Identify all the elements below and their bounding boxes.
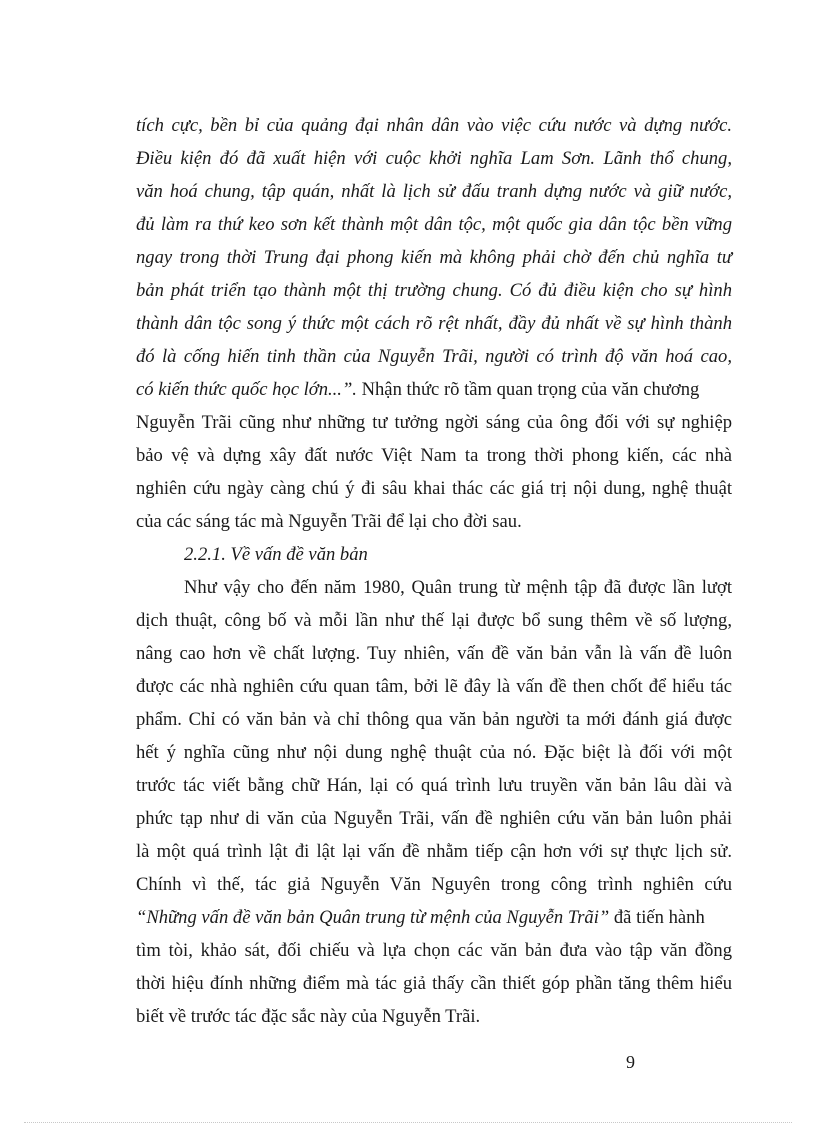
text-line-17: nâng cao hơn về chất lượng. Tuy nhiên, vấn đề văn bản vẫn là vấn đề luôn: [136, 643, 732, 664]
text-line-3: văn hoá chung, tập quán, nhất là lịch sử đấu tranh dựng nước và giữ nước,: [136, 181, 732, 202]
cited-work-title: “Những vấn đề văn bản Quân trung từ mệnh của Nguyễn Trãi”: [136, 907, 610, 928]
text-line-26: tìm tòi, khảo sát, đối chiếu và lựa chọn các văn bản đưa vào tập văn đồng: [136, 940, 732, 961]
text-line-20: hết ý nghĩa cũng như nội dung nghệ thuật của nó. Đặc biệt là đối với một: [136, 742, 732, 763]
text-line-23: là một quá trình lật đi lật lại vấn đề nhằm tiếp cận hơn với sự thực lịch sử.: [136, 841, 732, 862]
text-line-7: thành dân tộc song ý thức một cách rõ rệt nhất, đầy đủ nhất về sự hình thành: [136, 313, 732, 334]
text-line-21: trước tác viết bằng chữ Hán, lại có quá trình lưu truyền văn bản lâu dài và: [136, 775, 732, 796]
sentence-start: Nhận thức rõ tầm quan trọng của văn chương: [356, 379, 700, 400]
text-line-4: đủ làm ra thứ keo sơn kết thành một dân tộc, một quốc gia dân tộc bền vững: [136, 214, 732, 235]
text-line-19: phẩm. Chỉ có văn bản và chỉ thông qua văn bản người ta mới đánh giá được: [136, 709, 732, 730]
text-line-6: bản phát triển tạo thành một thị trường chung. Có đủ điều kiện cho sự hình: [136, 280, 732, 301]
text-line-1: tích cực, bền bỉ của quảng đại nhân dân vào việc cứu nước và dựng nước.: [136, 115, 732, 136]
text-line-28: biết về trước tác đặc sắc này của Nguyễn Trãi.: [136, 1006, 481, 1027]
text-line-25-rest: đã tiến hành: [609, 907, 705, 928]
text-line-25: [136, 901, 732, 934]
text-line-10: Nguyễn Trãi cũng như những tư tưởng ngời sáng của ông đối với sự nghiệp: [136, 412, 732, 433]
text-line-9: [136, 373, 732, 406]
text-line-18: được các nhà nghiên cứu quan tâm, bởi lẽ đây là vấn đề then chốt để hiểu tác: [136, 676, 732, 697]
section-heading: 2.2.1. Về vấn đề văn bản: [184, 544, 368, 565]
text-line-22: phức tạp như di văn của Nguyễn Trãi, vấn đề nghiên cứu văn bản luôn phải: [136, 808, 732, 829]
text-line-13: của các sáng tác mà Nguyễn Trãi để lại cho đời sau.: [136, 511, 522, 532]
text-line-5: ngay trong thời Trung đại phong kiến mà không phải chờ đến chủ nghĩa tư: [136, 247, 732, 268]
text-line-2: Điều kiện đó đã xuất hiện với cuộc khởi nghĩa Lam Sơn. Lãnh thổ chung,: [136, 148, 732, 169]
text-line-8: đó là cống hiến tinh thần của Nguyễn Trãi, người có trình độ văn hoá cao,: [136, 346, 732, 367]
text-line-27: thời hiệu đính những điểm mà tác giả thấy cần thiết góp phần tăng thêm hiểu: [136, 973, 732, 994]
text-line-24: Chính vì thế, tác giả Nguyễn Văn Nguyên trong công trình nghiên cứu: [136, 874, 732, 895]
text-line-11: bảo vệ và dựng xây đất nước Việt Nam ta trong thời phong kiến, các nhà: [136, 445, 732, 466]
text-line-16: dịch thuật, công bố và mỗi lần như thế lại được bổ sung thêm về số lượng,: [136, 610, 732, 631]
body-text: [136, 109, 732, 1033]
text-line-12: nghiên cứu ngày càng chú ý đi sâu khai thác các giá trị nội dung, nghệ thuật: [136, 478, 732, 499]
text-line-15: Như vậy cho đến năm 1980, Quân trung từ mệnh tập đã được lần lượt: [184, 577, 732, 598]
page-number: 9: [626, 1052, 635, 1072]
quote-ending: có kiến thức quốc học lớn...”.: [136, 379, 357, 400]
